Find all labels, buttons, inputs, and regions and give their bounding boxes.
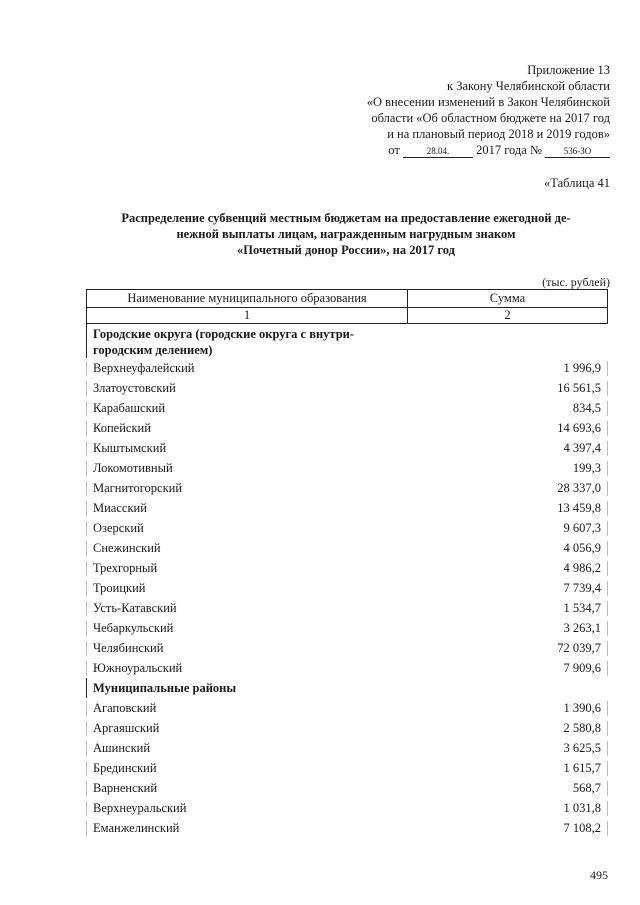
subsidy-amount: 14 693,6 (408, 421, 608, 436)
appendix-line: и на плановый период 2018 и 2019 годов» (387, 127, 610, 141)
table-row (86, 578, 608, 598)
subsidy-amount: 1 031,8 (408, 801, 608, 816)
title-line: «Почетный донор России», на 2017 год (237, 243, 455, 257)
municipality-name: Брединский (86, 761, 408, 776)
table-row (86, 758, 608, 778)
appendix-line: области «Об областном бюджете на 2017 год (371, 111, 610, 125)
section-urban-districts (86, 324, 408, 358)
section-line: Городские округа (городские округа с внутри- (93, 327, 355, 341)
table-row (86, 558, 608, 578)
subsidy-amount: 28 337,0 (408, 481, 608, 496)
subsidy-amount: 1 390,6 (408, 701, 608, 716)
table-row (86, 618, 608, 638)
subsidy-amount: 16 561,5 (408, 381, 608, 396)
subsidy-amount: 2 580,8 (408, 721, 608, 736)
section-municipal-districts: Муниципальные районы (86, 678, 408, 698)
appendix-header (290, 62, 610, 158)
subsidy-amount: 568,7 (408, 781, 608, 796)
urban-rows (86, 358, 608, 678)
municipality-name: Аргаяшский (86, 721, 408, 736)
municipality-name: Южноуральский (86, 661, 408, 676)
subsidy-amount: 7 739,4 (408, 581, 608, 596)
municipality-name: Верхнеуфалейский (86, 361, 408, 376)
appendix-line: Приложение 13 (527, 63, 610, 77)
header-sum: Сумма (408, 290, 608, 307)
municipality-name: Снежинский (86, 541, 408, 556)
municipality-name: Варненский (86, 781, 408, 796)
appendix-date-line (290, 142, 610, 158)
column-number-2: 2 (408, 308, 608, 323)
table-row (86, 818, 608, 838)
date-value: 28.04. (403, 146, 473, 158)
table-row (86, 598, 608, 618)
table-row (86, 458, 608, 478)
municipality-name: Озерский (86, 521, 408, 536)
district-rows (86, 698, 608, 838)
municipality-name: Челябинский (86, 641, 408, 656)
subsidy-amount: 72 039,7 (408, 641, 608, 656)
section-line: городским делением) (93, 343, 213, 357)
table-row (86, 798, 608, 818)
table-header-row (86, 289, 608, 308)
subsidy-amount: 1 534,7 (408, 601, 608, 616)
units-label: (тыс. рублей) (542, 275, 610, 289)
municipality-name: Миасский (86, 501, 408, 516)
municipality-name: Златоустовский (86, 381, 408, 396)
municipality-name: Карабашский (86, 401, 408, 416)
table-row (86, 378, 608, 398)
table-row (86, 398, 608, 418)
municipality-name: Троицкий (86, 581, 408, 596)
table-row (86, 658, 608, 678)
table-row (86, 738, 608, 758)
municipality-name: Магнитогорский (86, 481, 408, 496)
subsidy-amount: 1 615,7 (408, 761, 608, 776)
subsidy-amount: 7 108,2 (408, 821, 608, 836)
table-row (86, 638, 608, 658)
table-number: «Таблица 41 (544, 176, 610, 190)
table-row (86, 698, 608, 718)
appendix-line: к Закону Челябинской области (447, 79, 610, 93)
page-number: 495 (590, 868, 608, 882)
subsidy-amount: 4 056,9 (408, 541, 608, 556)
subsidy-amount: 199,3 (408, 461, 608, 476)
table-row (86, 538, 608, 558)
municipality-name: Верхнеуральский (86, 801, 408, 816)
municipality-name: Копейский (86, 421, 408, 436)
municipality-name: Еманжелинский (86, 821, 408, 836)
table-row (86, 418, 608, 438)
appendix-line: «О внесении изменений в Закон Челябинской (366, 95, 610, 109)
municipality-name: Чебаркульский (86, 621, 408, 636)
subsidy-amount: 834,5 (408, 401, 608, 416)
subsidy-amount: 13 459,8 (408, 501, 608, 516)
column-number-1: 1 (86, 308, 408, 323)
table-row (86, 358, 608, 378)
municipality-name: Ашинский (86, 741, 408, 756)
municipality-name: Локомотивный (86, 461, 408, 476)
header-municipality: Наименование муниципального образования (86, 290, 408, 307)
municipality-name: Агаповский (86, 701, 408, 716)
subsidy-amount: 3 263,1 (408, 621, 608, 636)
subsidy-amount: 4 986,2 (408, 561, 608, 576)
year-text: 2017 года № (476, 143, 542, 157)
table-row (86, 498, 608, 518)
table-row (86, 518, 608, 538)
subsidy-amount: 9 607,3 (408, 521, 608, 536)
column-number-row (86, 308, 608, 324)
title-line: нежной выплаты лицам, награжденным нагрудным знаком (176, 227, 516, 241)
subsidy-amount: 4 397,4 (408, 441, 608, 456)
subsidy-amount: 7 909,6 (408, 661, 608, 676)
subsidy-table (86, 289, 608, 838)
municipality-name: Трехгорный (86, 561, 408, 576)
document-title (80, 210, 612, 258)
law-number: 536-ЗО (545, 146, 610, 158)
table-row (86, 478, 608, 498)
title-line: Распределение субвенций местным бюджетам на предоставление ежегодной де- (121, 211, 571, 225)
municipality-name: Усть-Катавский (86, 601, 408, 616)
table-row (86, 438, 608, 458)
subsidy-amount: 3 625,5 (408, 741, 608, 756)
table-row (86, 778, 608, 798)
municipality-name: Кыштымский (86, 441, 408, 456)
subsidy-amount: 1 996,9 (408, 361, 608, 376)
from-label: от (388, 143, 400, 157)
table-row (86, 718, 608, 738)
